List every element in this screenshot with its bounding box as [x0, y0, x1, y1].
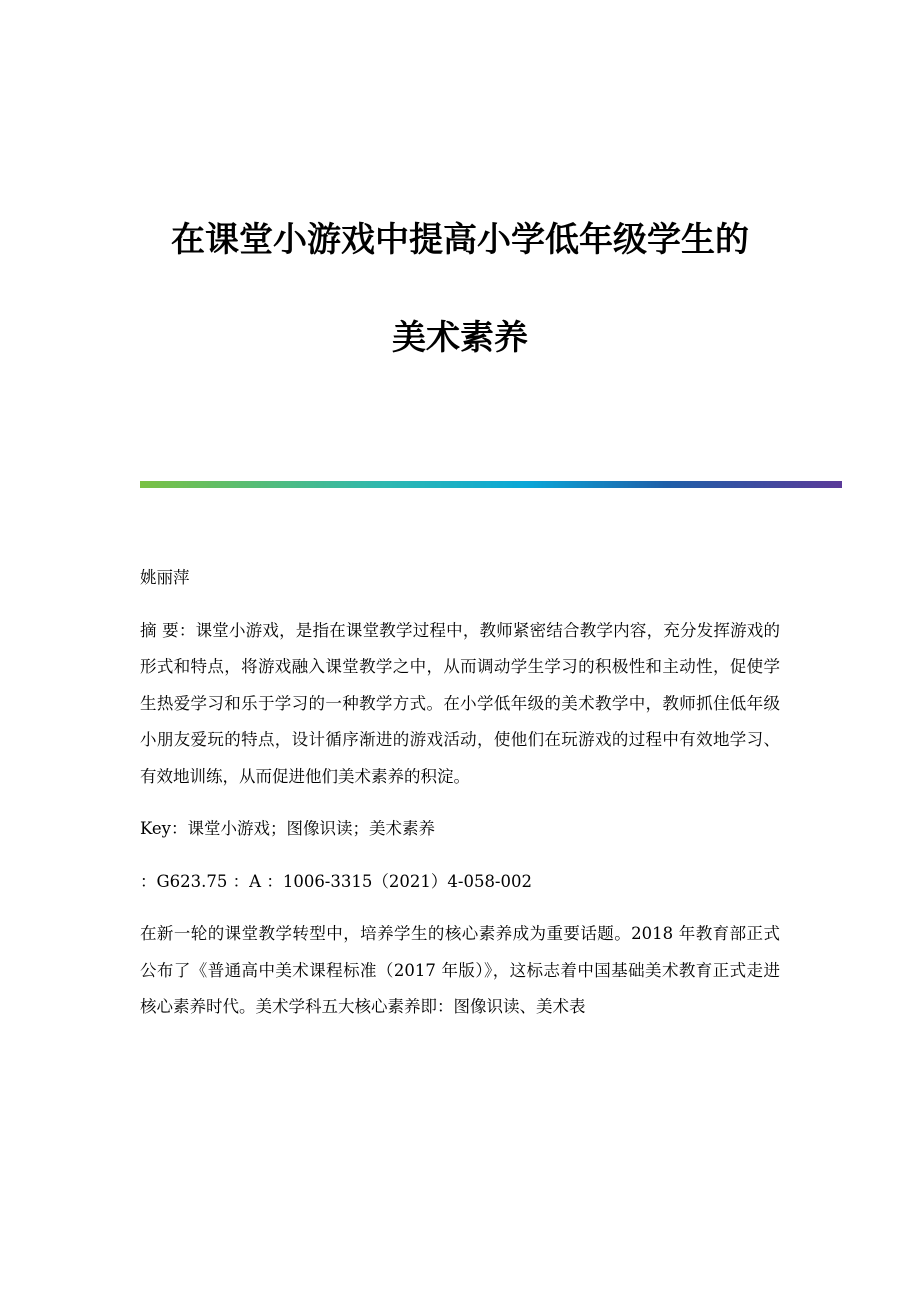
gradient-divider: [140, 481, 842, 488]
classification-line: ：G623.75 ：A ：1006-3315（2021）4-058-002: [140, 871, 533, 891]
abstract-text: 课堂小游戏，是指在课堂教学过程中，教师紧密结合教学内容，充分发挥游戏的形式和特点，将游戏融入课堂教学之中，从而调动学生学习的积极性和主动性，促使学生热爱学习和乐于学习的一种教学方式。在小学低年级的美术教学中，教师抓住低年级小朋友爱玩的特点，设计循序渐进的游戏活动，使他们在玩游戏的过程中有效地学习、有效地训练，从而促进他们美术素养的积淀。: [140, 620, 780, 786]
document-title: [0, 212, 920, 366]
abstract-paragraph: [140, 613, 780, 796]
title-line-2: 美术素养: [392, 318, 528, 358]
keywords-line: [140, 811, 780, 848]
document-body: [140, 560, 780, 1026]
abstract-label: 摘 要：: [140, 620, 196, 640]
intro-paragraph: 在新一轮的课堂教学转型中，培养学生的核心素养成为重要话题。2018 年教育部正式公布了《普通高中美术课程标准（2017 年版）》，这标志着中国基础美术教育正式走进核心素养时代。美术学科五大核心素养即：图像识读、美术表: [140, 924, 780, 1016]
keywords-text: 课堂小游戏；图像识读；美术素养: [187, 819, 435, 838]
author-name: 姚丽萍: [140, 568, 190, 587]
keywords-label: Key：: [140, 819, 188, 838]
title-line-1: 在课堂小游戏中提高小学低年级学生的: [171, 220, 749, 260]
